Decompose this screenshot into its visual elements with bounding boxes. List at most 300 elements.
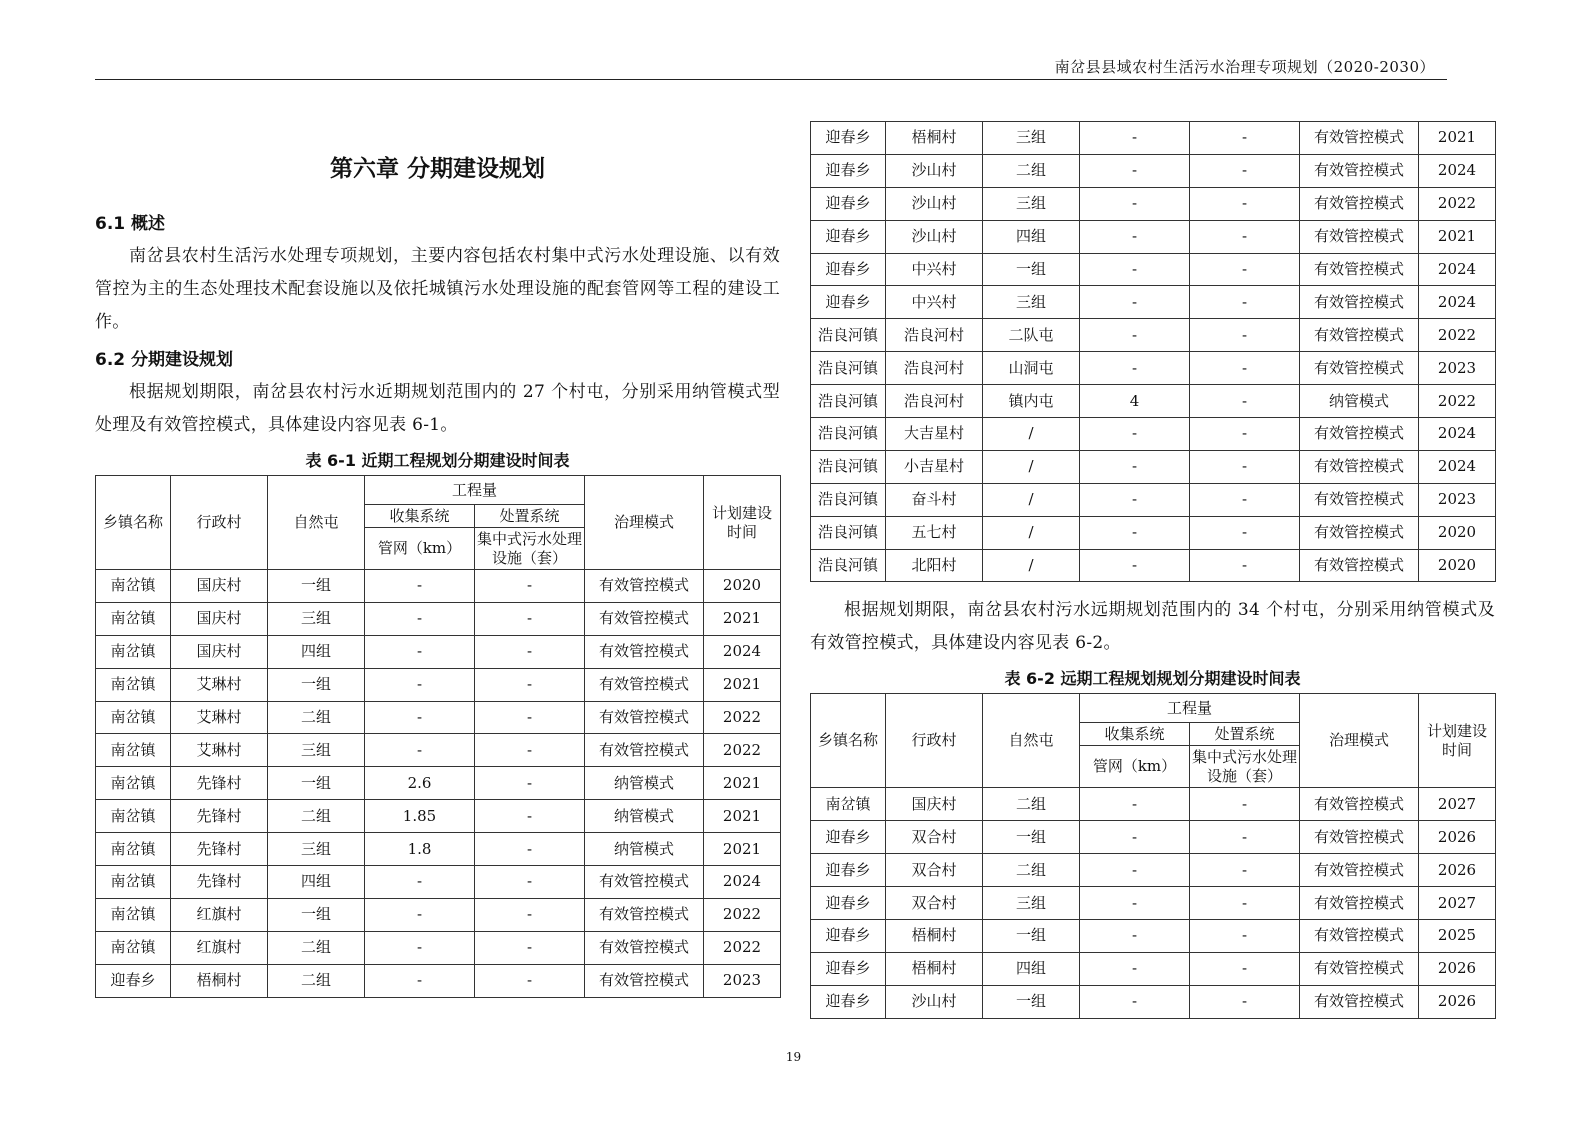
- year-cell: 2026: [1419, 854, 1496, 887]
- right-column: [810, 121, 1495, 1019]
- mode-cell: 有效管控模式: [1300, 788, 1419, 821]
- facility-count-cell: -: [1190, 952, 1300, 985]
- natural-village-cell: 三组: [268, 833, 365, 866]
- pipe-length-cell: -: [1080, 952, 1190, 985]
- table-row: [96, 866, 781, 899]
- year-cell: 2021: [704, 833, 781, 866]
- town-cell: 迎春乡: [811, 220, 886, 253]
- town-cell: 南岔镇: [96, 570, 171, 603]
- year-cell: 2020: [704, 570, 781, 603]
- year-cell: 2024: [1419, 286, 1496, 319]
- header-pipe: 管网（km）: [365, 528, 475, 570]
- mode-cell: 纳管模式: [585, 767, 704, 800]
- table-row: [96, 602, 781, 635]
- pipe-length-cell: -: [1080, 920, 1190, 953]
- facility-count-cell: -: [1190, 450, 1300, 483]
- long-term-paragraph: 根据规划期限，南岔县农村污水远期规划范围内的 34 个村屯，分别采用纳管模式及有效管控模式，具体建设内容见表 6-2。: [810, 600, 1495, 654]
- natural-village-cell: 三组: [983, 187, 1080, 220]
- admin-village-cell: 五七村: [886, 516, 983, 549]
- natural-village-cell: 三组: [983, 122, 1080, 155]
- table-row: [96, 800, 781, 833]
- table-row: [811, 319, 1496, 352]
- facility-count-cell: -: [475, 570, 585, 603]
- natural-village-cell: 三组: [983, 286, 1080, 319]
- table-row: [811, 450, 1496, 483]
- table-row: [811, 887, 1496, 920]
- table-row: [811, 821, 1496, 854]
- year-cell: 2024: [1419, 450, 1496, 483]
- header-collection: 收集系统: [1080, 723, 1190, 746]
- pipe-length-cell: -: [1080, 286, 1190, 319]
- long-term-schedule-table: [810, 693, 1496, 1018]
- natural-village-cell: 一组: [268, 767, 365, 800]
- facility-count-cell: -: [475, 800, 585, 833]
- table-caption-6-1: 表 6-1 近期工程规划分期建设时间表: [305, 451, 570, 470]
- pipe-length-cell: -: [365, 668, 475, 701]
- natural-village-cell: 三组: [268, 734, 365, 767]
- header-mode: 治理模式: [585, 476, 704, 570]
- town-cell: 迎春乡: [811, 821, 886, 854]
- admin-village-cell: 国庆村: [886, 788, 983, 821]
- admin-village-cell: 先锋村: [171, 866, 268, 899]
- facility-count-cell: -: [475, 668, 585, 701]
- year-cell: 2023: [1419, 483, 1496, 516]
- admin-village-cell: 北阳村: [886, 549, 983, 582]
- year-cell: 2021: [1419, 122, 1496, 155]
- admin-village-cell: 国庆村: [171, 570, 268, 603]
- facility-count-cell: -: [1190, 187, 1300, 220]
- year-cell: 2026: [1419, 821, 1496, 854]
- pipe-length-cell: -: [365, 635, 475, 668]
- table-row: [811, 385, 1496, 418]
- mode-cell: 有效管控模式: [1300, 220, 1419, 253]
- facility-count-cell: -: [1190, 887, 1300, 920]
- pipe-length-cell: 4: [1080, 385, 1190, 418]
- year-cell: 2022: [704, 898, 781, 931]
- natural-village-cell: 一组: [983, 253, 1080, 286]
- mode-cell: 有效管控模式: [585, 964, 704, 997]
- town-cell: 南岔镇: [96, 602, 171, 635]
- admin-village-cell: 沙山村: [886, 220, 983, 253]
- pipe-length-cell: -: [1080, 220, 1190, 253]
- year-cell: 2025: [1419, 920, 1496, 953]
- table-row: [96, 931, 781, 964]
- header-engineering: 工程量: [1080, 694, 1300, 723]
- town-cell: 浩良河镇: [811, 450, 886, 483]
- natural-village-cell: 二队屯: [983, 319, 1080, 352]
- year-cell: 2024: [1419, 253, 1496, 286]
- town-cell: 迎春乡: [811, 253, 886, 286]
- table-row: [96, 701, 781, 734]
- mode-cell: 有效管控模式: [1300, 854, 1419, 887]
- town-cell: 迎春乡: [811, 985, 886, 1018]
- town-cell: 南岔镇: [96, 800, 171, 833]
- year-cell: 2024: [1419, 154, 1496, 187]
- town-cell: 迎春乡: [811, 920, 886, 953]
- table-row: [96, 570, 781, 603]
- year-cell: 2023: [704, 964, 781, 997]
- town-cell: 浩良河镇: [811, 352, 886, 385]
- mode-cell: 有效管控模式: [585, 668, 704, 701]
- overview-paragraph: 南岔县农村生活污水处理专项规划，主要内容包括农村集中式污水处理设施、以有效管控为主的生态处理技术配套设施以及依托城镇污水处理设施的配套管网等工程的建设工作。: [95, 246, 780, 332]
- facility-count-cell: -: [1190, 154, 1300, 187]
- admin-village-cell: 小吉星村: [886, 450, 983, 483]
- natural-village-cell: 二组: [268, 701, 365, 734]
- table-row: [811, 483, 1496, 516]
- admin-village-cell: 梧桐村: [171, 964, 268, 997]
- mode-cell: 有效管控模式: [1300, 122, 1419, 155]
- mode-cell: 有效管控模式: [1300, 286, 1419, 319]
- mode-cell: 有效管控模式: [1300, 549, 1419, 582]
- table-row: [96, 833, 781, 866]
- mode-cell: 有效管控模式: [585, 931, 704, 964]
- admin-village-cell: 浩良河村: [886, 385, 983, 418]
- table-row: [811, 952, 1496, 985]
- year-cell: 2022: [1419, 319, 1496, 352]
- pipe-length-cell: 1.8: [365, 833, 475, 866]
- admin-village-cell: 大吉星村: [886, 418, 983, 451]
- header-treatment: 处置系统: [475, 505, 585, 528]
- pipe-length-cell: -: [1080, 985, 1190, 1018]
- near-term-schedule-table-continued: [810, 121, 1496, 582]
- facility-count-cell: -: [475, 635, 585, 668]
- town-cell: 南岔镇: [811, 788, 886, 821]
- header-rule: [95, 79, 1447, 80]
- town-cell: 南岔镇: [96, 701, 171, 734]
- year-cell: 2021: [704, 767, 781, 800]
- mode-cell: 纳管模式: [585, 800, 704, 833]
- admin-village-cell: 先锋村: [171, 767, 268, 800]
- admin-village-cell: 双合村: [886, 821, 983, 854]
- facility-count-cell: -: [475, 734, 585, 767]
- facility-count-cell: -: [1190, 788, 1300, 821]
- mode-cell: 有效管控模式: [1300, 418, 1419, 451]
- natural-village-cell: 四组: [268, 866, 365, 899]
- admin-village-cell: 梧桐村: [886, 952, 983, 985]
- pipe-length-cell: 1.85: [365, 800, 475, 833]
- admin-village-cell: 国庆村: [171, 602, 268, 635]
- table-row: [96, 668, 781, 701]
- natural-village-cell: 一组: [268, 898, 365, 931]
- admin-village-cell: 沙山村: [886, 154, 983, 187]
- table-row: [811, 418, 1496, 451]
- natural-village-cell: 一组: [268, 570, 365, 603]
- town-cell: 迎春乡: [811, 122, 886, 155]
- admin-village-cell: 梧桐村: [886, 122, 983, 155]
- pipe-length-cell: -: [365, 866, 475, 899]
- mode-cell: 有效管控模式: [585, 734, 704, 767]
- natural-village-cell: 一组: [983, 985, 1080, 1018]
- left-column: [95, 140, 780, 998]
- table-row: [811, 253, 1496, 286]
- table-caption-6-2: 表 6-2 远期工程规划规划分期建设时间表: [1004, 669, 1301, 689]
- natural-village-cell: 山洞屯: [983, 352, 1080, 385]
- facility-count-cell: -: [1190, 122, 1300, 155]
- year-cell: 2021: [704, 602, 781, 635]
- table-row: [811, 854, 1496, 887]
- mode-cell: 有效管控模式: [1300, 516, 1419, 549]
- natural-village-cell: 四组: [268, 635, 365, 668]
- table-row: [96, 964, 781, 997]
- year-cell: 2026: [1419, 952, 1496, 985]
- mode-cell: 有效管控模式: [585, 570, 704, 603]
- admin-village-cell: 先锋村: [171, 800, 268, 833]
- admin-village-cell: 国庆村: [171, 635, 268, 668]
- table-row: [96, 734, 781, 767]
- table-row: [811, 154, 1496, 187]
- facility-count-cell: -: [1190, 920, 1300, 953]
- town-cell: 南岔镇: [96, 668, 171, 701]
- facility-count-cell: -: [1190, 549, 1300, 582]
- facility-count-cell: -: [475, 602, 585, 635]
- mode-cell: 有效管控模式: [585, 602, 704, 635]
- facility-count-cell: -: [1190, 220, 1300, 253]
- year-cell: 2020: [1419, 549, 1496, 582]
- town-cell: 浩良河镇: [811, 385, 886, 418]
- mode-cell: 有效管控模式: [585, 898, 704, 931]
- header-treatment: 处置系统: [1190, 723, 1300, 746]
- natural-village-cell: /: [983, 418, 1080, 451]
- natural-village-cell: 四组: [983, 952, 1080, 985]
- pipe-length-cell: -: [1080, 516, 1190, 549]
- natural-village-cell: 三组: [268, 602, 365, 635]
- town-cell: 迎春乡: [811, 286, 886, 319]
- mode-cell: 有效管控模式: [1300, 483, 1419, 516]
- pipe-length-cell: -: [1080, 549, 1190, 582]
- header-mode: 治理模式: [1300, 694, 1419, 788]
- year-cell: 2022: [704, 931, 781, 964]
- header-admin-village: 行政村: [171, 476, 268, 570]
- page-number: 19: [785, 1050, 802, 1064]
- pipe-length-cell: -: [1080, 122, 1190, 155]
- page-header-title: 南岔县县域农村生活污水治理专项规划（2020-2030）: [1054, 58, 1435, 76]
- town-cell: 浩良河镇: [811, 483, 886, 516]
- year-cell: 2024: [704, 635, 781, 668]
- mode-cell: 有效管控模式: [585, 635, 704, 668]
- facility-count-cell: -: [1190, 985, 1300, 1018]
- year-cell: 2027: [1419, 788, 1496, 821]
- year-cell: 2026: [1419, 985, 1496, 1018]
- admin-village-cell: 中兴村: [886, 286, 983, 319]
- pipe-length-cell: -: [365, 964, 475, 997]
- year-cell: 2024: [704, 866, 781, 899]
- admin-village-cell: 浩良河村: [886, 319, 983, 352]
- table-row: [811, 985, 1496, 1018]
- mode-cell: 纳管模式: [585, 833, 704, 866]
- town-cell: 浩良河镇: [811, 418, 886, 451]
- admin-village-cell: 双合村: [886, 854, 983, 887]
- natural-village-cell: /: [983, 483, 1080, 516]
- facility-count-cell: -: [475, 898, 585, 931]
- year-cell: 2021: [1419, 220, 1496, 253]
- header-natural-village: 自然屯: [268, 476, 365, 570]
- mode-cell: 有效管控模式: [1300, 887, 1419, 920]
- mode-cell: 有效管控模式: [1300, 187, 1419, 220]
- admin-village-cell: 沙山村: [886, 187, 983, 220]
- natural-village-cell: 二组: [268, 931, 365, 964]
- facility-count-cell: -: [1190, 821, 1300, 854]
- year-cell: 2021: [704, 668, 781, 701]
- facility-count-cell: -: [475, 833, 585, 866]
- admin-village-cell: 艾琳村: [171, 734, 268, 767]
- town-cell: 南岔镇: [96, 734, 171, 767]
- mode-cell: 有效管控模式: [585, 866, 704, 899]
- pipe-length-cell: -: [365, 701, 475, 734]
- mode-cell: 有效管控模式: [1300, 985, 1419, 1018]
- town-cell: 南岔镇: [96, 833, 171, 866]
- natural-village-cell: 二组: [268, 964, 365, 997]
- admin-village-cell: 艾琳村: [171, 668, 268, 701]
- natural-village-cell: 一组: [983, 821, 1080, 854]
- admin-village-cell: 先锋村: [171, 833, 268, 866]
- admin-village-cell: 艾琳村: [171, 701, 268, 734]
- table-row: [811, 920, 1496, 953]
- natural-village-cell: 二组: [983, 788, 1080, 821]
- table-row: [96, 767, 781, 800]
- mode-cell: 有效管控模式: [1300, 952, 1419, 985]
- natural-village-cell: 镇内屯: [983, 385, 1080, 418]
- mode-cell: 有效管控模式: [1300, 253, 1419, 286]
- mode-cell: 有效管控模式: [1300, 352, 1419, 385]
- header-facility: 集中式污水处理设施（套）: [1190, 746, 1300, 788]
- near-term-paragraph: 根据规划期限，南岔县农村污水近期规划范围内的 27 个村屯，分别采用纳管模式型处理及有效管控模式，具体建设内容见表 6-1。: [95, 382, 780, 435]
- natural-village-cell: 三组: [983, 887, 1080, 920]
- facility-count-cell: -: [1190, 483, 1300, 516]
- mode-cell: 有效管控模式: [1300, 821, 1419, 854]
- pipe-length-cell: -: [1080, 887, 1190, 920]
- header-facility: 集中式污水处理设施（套）: [475, 528, 585, 570]
- facility-count-cell: -: [1190, 319, 1300, 352]
- pipe-length-cell: -: [365, 602, 475, 635]
- table-row: [811, 788, 1496, 821]
- town-cell: 南岔镇: [96, 635, 171, 668]
- facility-count-cell: -: [1190, 385, 1300, 418]
- admin-village-cell: 红旗村: [171, 898, 268, 931]
- facility-count-cell: -: [475, 931, 585, 964]
- natural-village-cell: /: [983, 516, 1080, 549]
- pipe-length-cell: -: [1080, 352, 1190, 385]
- year-cell: 2020: [1419, 516, 1496, 549]
- natural-village-cell: 二组: [983, 854, 1080, 887]
- town-cell: 迎春乡: [811, 854, 886, 887]
- admin-village-cell: 双合村: [886, 887, 983, 920]
- header-year: 计划建设时间: [1419, 694, 1496, 788]
- pipe-length-cell: -: [1080, 154, 1190, 187]
- table-row: [811, 549, 1496, 582]
- town-cell: 南岔镇: [96, 931, 171, 964]
- mode-cell: 纳管模式: [1300, 385, 1419, 418]
- section-title-phased-plan: 6.2 分期建设规划: [95, 350, 234, 370]
- pipe-length-cell: -: [365, 570, 475, 603]
- facility-count-cell: -: [1190, 854, 1300, 887]
- header-town: 乡镇名称: [811, 694, 886, 788]
- town-cell: 迎春乡: [811, 154, 886, 187]
- facility-count-cell: -: [475, 767, 585, 800]
- table-row: [96, 898, 781, 931]
- header-engineering: 工程量: [365, 476, 585, 505]
- table-row: [811, 122, 1496, 155]
- pipe-length-cell: 2.6: [365, 767, 475, 800]
- year-cell: 2022: [704, 734, 781, 767]
- mode-cell: 有效管控模式: [1300, 450, 1419, 483]
- facility-count-cell: -: [1190, 286, 1300, 319]
- table-row: [811, 220, 1496, 253]
- year-cell: 2027: [1419, 887, 1496, 920]
- town-cell: 南岔镇: [96, 767, 171, 800]
- pipe-length-cell: -: [1080, 187, 1190, 220]
- facility-count-cell: -: [1190, 253, 1300, 286]
- table-row: [811, 286, 1496, 319]
- town-cell: 迎春乡: [811, 187, 886, 220]
- facility-count-cell: -: [475, 964, 585, 997]
- year-cell: 2024: [1419, 418, 1496, 451]
- pipe-length-cell: -: [1080, 450, 1190, 483]
- admin-village-cell: 沙山村: [886, 985, 983, 1018]
- admin-village-cell: 奋斗村: [886, 483, 983, 516]
- natural-village-cell: /: [983, 549, 1080, 582]
- year-cell: 2022: [704, 701, 781, 734]
- facility-count-cell: -: [1190, 516, 1300, 549]
- pipe-length-cell: -: [1080, 788, 1190, 821]
- admin-village-cell: 中兴村: [886, 253, 983, 286]
- table-row: [96, 635, 781, 668]
- chapter-title: 第六章 分期建设规划: [329, 156, 545, 182]
- facility-count-cell: -: [1190, 418, 1300, 451]
- year-cell: 2022: [1419, 385, 1496, 418]
- natural-village-cell: 二组: [983, 154, 1080, 187]
- pipe-length-cell: -: [1080, 854, 1190, 887]
- town-cell: 迎春乡: [96, 964, 171, 997]
- admin-village-cell: 梧桐村: [886, 920, 983, 953]
- town-cell: 浩良河镇: [811, 516, 886, 549]
- table-row: [811, 352, 1496, 385]
- header-town: 乡镇名称: [96, 476, 171, 570]
- year-cell: 2022: [1419, 187, 1496, 220]
- header-natural-village: 自然屯: [983, 694, 1080, 788]
- pipe-length-cell: -: [1080, 418, 1190, 451]
- natural-village-cell: 四组: [983, 220, 1080, 253]
- mode-cell: 有效管控模式: [585, 701, 704, 734]
- natural-village-cell: /: [983, 450, 1080, 483]
- table-row: [811, 187, 1496, 220]
- year-cell: 2021: [704, 800, 781, 833]
- natural-village-cell: 一组: [268, 668, 365, 701]
- table-row: [811, 516, 1496, 549]
- town-cell: 迎春乡: [811, 952, 886, 985]
- header-pipe: 管网（km）: [1080, 746, 1190, 788]
- near-term-schedule-table: [95, 475, 781, 998]
- header-collection: 收集系统: [365, 505, 475, 528]
- pipe-length-cell: -: [365, 734, 475, 767]
- year-cell: 2023: [1419, 352, 1496, 385]
- town-cell: 南岔镇: [96, 866, 171, 899]
- facility-count-cell: -: [1190, 352, 1300, 385]
- town-cell: 浩良河镇: [811, 319, 886, 352]
- town-cell: 浩良河镇: [811, 549, 886, 582]
- mode-cell: 有效管控模式: [1300, 154, 1419, 187]
- pipe-length-cell: -: [365, 931, 475, 964]
- section-title-overview: 6.1 概述: [95, 214, 166, 234]
- pipe-length-cell: -: [1080, 253, 1190, 286]
- mode-cell: 有效管控模式: [1300, 920, 1419, 953]
- town-cell: 南岔镇: [96, 898, 171, 931]
- pipe-length-cell: -: [1080, 319, 1190, 352]
- header-admin-village: 行政村: [886, 694, 983, 788]
- pipe-length-cell: -: [365, 898, 475, 931]
- pipe-length-cell: -: [1080, 821, 1190, 854]
- natural-village-cell: 二组: [268, 800, 365, 833]
- mode-cell: 有效管控模式: [1300, 319, 1419, 352]
